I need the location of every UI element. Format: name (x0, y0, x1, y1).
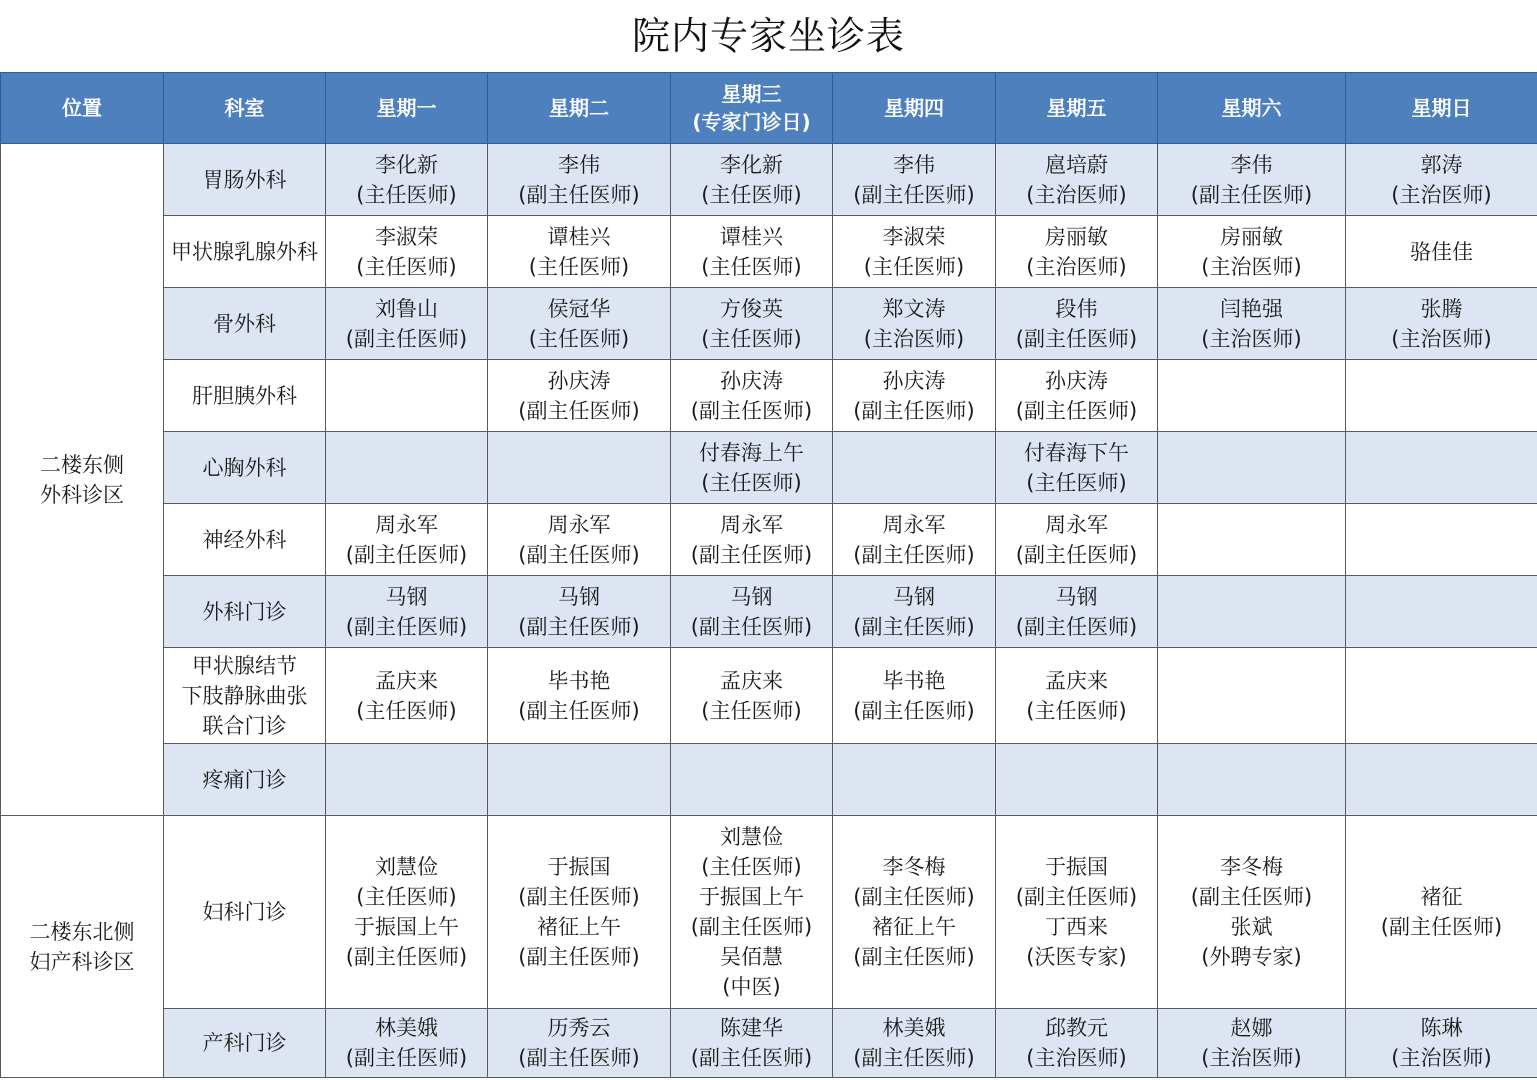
doctor-name: 马钢 (385, 584, 428, 609)
schedule-cell (671, 360, 833, 432)
schedule-cell (326, 288, 488, 360)
department-label: 疼痛门诊 (202, 767, 287, 792)
doctor-name: 李伟 (558, 152, 600, 177)
table-row (1, 648, 1537, 744)
doctor-name: 孟庆来 (1045, 668, 1108, 693)
schedule-cell (1158, 648, 1346, 744)
doctor-title: (主任医师) (1026, 698, 1127, 723)
schedule-cell (326, 216, 488, 288)
doctor-name: 马钢 (893, 584, 935, 609)
header-wednesday-note: (专家门诊日) (692, 110, 811, 134)
schedule-cell (1158, 288, 1346, 360)
doctor-title: (主任医师) (356, 254, 457, 279)
table-row (1, 360, 1537, 432)
header-friday: 星期五 (996, 73, 1158, 144)
schedule-cell (488, 360, 671, 432)
doctor-name: 赵娜 (1230, 1016, 1273, 1040)
doctor-title: (副主任医师) (853, 1046, 975, 1070)
doctor-title: (主治医师) (1391, 326, 1492, 351)
doctor-name: 孙庆涛 (720, 368, 783, 393)
doctor-title: (副主任医师) (345, 542, 468, 567)
doctor-name: 陈琳 (1420, 1016, 1463, 1040)
header-thursday: 星期四 (833, 73, 996, 144)
schedule-cell (996, 648, 1158, 744)
schedule-cell (833, 648, 996, 744)
schedule-cell (1346, 648, 1537, 744)
schedule-cell (1346, 816, 1537, 1009)
schedule-cell (671, 744, 833, 816)
doctor-name: 孟庆来 (375, 668, 438, 693)
doctor-name: 方俊英 (720, 296, 783, 321)
doctor-name: 郭涛 (1420, 152, 1463, 177)
schedule-cell (833, 144, 996, 216)
schedule-cell (996, 144, 1158, 216)
doctor-title: (主任医师) (356, 182, 457, 207)
doctor-name: 付春海下午 (1024, 440, 1129, 465)
doctor-title: (主任医师) (701, 254, 802, 279)
doctor-title: (主任医师) (863, 254, 965, 279)
schedule-cell (1158, 360, 1346, 432)
schedule-cell (488, 216, 671, 288)
page-title: 院内专家坐诊表 (631, 14, 905, 58)
doctor-name: 马钢 (730, 584, 773, 609)
schedule-cell (833, 216, 996, 288)
doctor-name: 周永军 (720, 512, 783, 537)
table-row (1, 576, 1537, 648)
schedule-table (0, 72, 1537, 1078)
doctor-name: 刘慧俭 (720, 825, 783, 849)
table-row (1, 1009, 1537, 1078)
header-wednesday (671, 73, 833, 144)
doctor-name: 刘慧俭 (375, 855, 438, 879)
schedule-cell (671, 816, 833, 1009)
schedule-cell (996, 216, 1158, 288)
doctor-title: (副主任医师) (690, 542, 813, 567)
department-label: 肝胆胰外科 (192, 383, 297, 408)
doctor-name: 李伟 (893, 152, 935, 177)
doctor-title: (主任医师) (701, 855, 802, 879)
schedule-cell (996, 432, 1158, 504)
schedule-cell (833, 1009, 996, 1078)
doctor-name: 马钢 (558, 584, 600, 609)
doctor-name: 林美娥 (882, 1016, 946, 1040)
doctor-title: (主任医师) (701, 470, 802, 495)
schedule-cell (1346, 744, 1537, 816)
doctor-name: 周永军 (375, 512, 438, 537)
table-row (1, 216, 1537, 288)
doctor-title: (主治医师) (1201, 326, 1302, 351)
header-department: 科室 (164, 73, 326, 144)
schedule-cell (326, 576, 488, 648)
department-label: 胃肠外科 (202, 167, 287, 192)
doctor-name: 李淑荣 (375, 224, 438, 249)
doctor-title: (主治医师) (1026, 1046, 1127, 1070)
department-cell (164, 816, 326, 1009)
location-cell (1, 144, 164, 816)
doctor-title: (副主任医师) (345, 614, 468, 639)
schedule-cell (326, 144, 488, 216)
doctor-name: 毕书艳 (547, 668, 611, 693)
schedule-cell (1158, 432, 1346, 504)
schedule-cell (996, 288, 1158, 360)
doctor-name: 侯冠华 (547, 296, 611, 321)
department-cell (164, 1009, 326, 1078)
department-label: 外科门诊 (202, 599, 287, 624)
doctor-title: (主任医师) (701, 326, 802, 351)
header-saturday: 星期六 (1158, 73, 1346, 144)
doctor-title: (主治医师) (1201, 254, 1302, 279)
department-cell (164, 432, 326, 504)
header-wednesday-day: 星期三 (721, 82, 782, 106)
doctor-title: (副主任医师) (853, 398, 975, 423)
doctor-title: (主治医师) (863, 326, 965, 351)
department-label: 甲状腺乳腺外科 (171, 239, 318, 264)
doctor-title: (副主任医师) (1015, 885, 1138, 909)
department-label: 甲状腺结节 (192, 653, 297, 678)
doctor-title: (副主任医师) (1380, 915, 1503, 939)
doctor-title: (主治医师) (1026, 182, 1127, 207)
doctor-title: (主任医师) (528, 326, 630, 351)
department-cell (164, 360, 326, 432)
schedule-cell (1158, 576, 1346, 648)
schedule-cell (671, 432, 833, 504)
schedule-cell (1346, 1009, 1537, 1078)
schedule-cell (833, 432, 996, 504)
schedule-cell (671, 216, 833, 288)
doctor-name: 丁西来 (1045, 915, 1108, 939)
schedule-cell (326, 432, 488, 504)
doctor-name: 扈培蔚 (1045, 152, 1108, 177)
doctor-name: 段伟 (1055, 296, 1098, 321)
doctor-title: (主任医师) (356, 698, 457, 723)
doctor-title: (副主任医师) (690, 915, 813, 939)
schedule-cell (326, 816, 488, 1009)
doctor-title: (副主任医师) (518, 542, 640, 567)
doctor-title: (副主任医师) (518, 945, 640, 969)
doctor-name: 孙庆涛 (882, 368, 946, 393)
schedule-cell (1158, 744, 1346, 816)
doctor-title: (副主任医师) (518, 1046, 640, 1070)
doctor-name: 周永军 (1045, 512, 1108, 537)
schedule-cell (1158, 504, 1346, 576)
doctor-name: 刘鲁山 (375, 296, 438, 321)
schedule-cell (671, 288, 833, 360)
doctor-title: (副主任医师) (518, 885, 640, 909)
doctor-name: 于振国上午 (699, 885, 804, 909)
department-cell (164, 504, 326, 576)
schedule-cell (1158, 1009, 1346, 1078)
header-tuesday: 星期二 (488, 73, 671, 144)
doctor-title: (副主任医师) (1015, 398, 1138, 423)
department-cell (164, 288, 326, 360)
doctor-title: (副主任医师) (345, 1046, 468, 1070)
schedule-cell (996, 576, 1158, 648)
location-cell (1, 816, 164, 1078)
doctor-title: (主治医师) (1026, 254, 1127, 279)
doctor-title: (副主任医师) (1190, 885, 1313, 909)
doctor-title: (副主任医师) (1015, 614, 1138, 639)
doctor-title: (主任医师) (356, 885, 457, 909)
doctor-title: (副主任医师) (345, 326, 468, 351)
table-row (1, 144, 1537, 216)
schedule-cell (488, 288, 671, 360)
doctor-name: 周永军 (547, 512, 611, 537)
doctor-title: (中医) (722, 975, 781, 999)
header-row (1, 73, 1537, 144)
doctor-name: 谭桂兴 (547, 224, 611, 249)
schedule-cell (488, 432, 671, 504)
location-label: 妇产科诊区 (29, 949, 135, 974)
department-label: 心胸外科 (202, 455, 287, 480)
schedule-cell (1158, 144, 1346, 216)
doctor-title: (副主任医师) (853, 182, 975, 207)
doctor-title: (副主任医师) (690, 1046, 813, 1070)
department-cell (164, 144, 326, 216)
doctor-title: (副主任医师) (690, 398, 813, 423)
schedule-cell (488, 816, 671, 1009)
schedule-cell (671, 648, 833, 744)
schedule-cell (488, 144, 671, 216)
schedule-cell (1346, 432, 1537, 504)
schedule-cell (833, 504, 996, 576)
doctor-title: (外聘专家) (1201, 945, 1302, 969)
doctor-title: (副主任医师) (853, 698, 975, 723)
schedule-cell (326, 360, 488, 432)
doctor-title: (副主任医师) (1015, 542, 1138, 567)
schedule-cell (833, 360, 996, 432)
schedule-cell (1158, 216, 1346, 288)
schedule-cell (488, 648, 671, 744)
schedule-cell (1346, 216, 1537, 288)
doctor-title: (主治医师) (1391, 182, 1492, 207)
schedule-cell (833, 744, 996, 816)
doctor-title: (主任医师) (528, 254, 630, 279)
table-row (1, 288, 1537, 360)
schedule-cell (1346, 576, 1537, 648)
doctor-name: 林美娥 (375, 1016, 438, 1040)
schedule-cell (1346, 144, 1537, 216)
doctor-name: 孟庆来 (720, 668, 783, 693)
table-row (1, 816, 1537, 1009)
schedule-cell (996, 360, 1158, 432)
schedule-cell (488, 1009, 671, 1078)
doctor-name: 历秀云 (547, 1016, 611, 1040)
doctor-title: (主任医师) (1026, 470, 1127, 495)
department-label: 下肢静脉曲张 (181, 683, 308, 708)
department-label: 神经外科 (202, 527, 287, 552)
table-row (1, 432, 1537, 504)
schedule-cell (996, 504, 1158, 576)
schedule-cell (488, 576, 671, 648)
location-label: 二楼东北侧 (29, 919, 135, 944)
schedule-cell (671, 1009, 833, 1078)
doctor-name: 于振国 (1045, 855, 1108, 879)
doctor-name: 张腾 (1420, 296, 1463, 321)
doctor-title: (副主任医师) (853, 614, 975, 639)
doctor-title: (沃医专家) (1026, 945, 1127, 969)
doctor-name: 马钢 (1055, 584, 1098, 609)
doctor-name: 周永军 (882, 512, 946, 537)
schedule-cell (326, 1009, 488, 1078)
location-label: 二楼东侧 (40, 452, 124, 477)
doctor-name: 李伟 (1230, 152, 1273, 177)
doctor-title: (副主任医师) (518, 698, 640, 723)
schedule-cell (671, 504, 833, 576)
doctor-title: (副主任医师) (853, 542, 975, 567)
doctor-title: (副主任医师) (345, 945, 468, 969)
doctor-title: (副主任医师) (853, 945, 975, 969)
doctor-name: 褚征上午 (537, 915, 621, 939)
doctor-name: 李淑荣 (882, 224, 946, 249)
doctor-title: (副主任医师) (853, 885, 975, 909)
doctor-title: (主任医师) (701, 182, 802, 207)
doctor-title: (副主任医师) (1015, 326, 1138, 351)
location-label: 外科诊区 (40, 482, 124, 507)
header-sunday: 星期日 (1346, 73, 1537, 144)
schedule-cell (1346, 288, 1537, 360)
doctor-name: 李化新 (375, 152, 438, 177)
doctor-name: 孙庆涛 (547, 368, 611, 393)
schedule-cell (488, 744, 671, 816)
doctor-name: 毕书艳 (882, 668, 946, 693)
department-cell (164, 648, 326, 744)
department-label: 联合门诊 (202, 713, 287, 738)
doctor-title: (副主任医师) (518, 398, 640, 423)
schedule-cell (833, 288, 996, 360)
department-label: 妇科门诊 (202, 900, 287, 924)
doctor-name: 骆佳佳 (1410, 239, 1473, 264)
doctor-title: (副主任医师) (1190, 182, 1313, 207)
doctor-name: 褚征上午 (872, 915, 956, 939)
department-label: 产科门诊 (202, 1031, 287, 1055)
doctor-title: (主任医师) (701, 698, 802, 723)
schedule-cell (833, 576, 996, 648)
schedule-cell (996, 816, 1158, 1009)
table-row (1, 504, 1537, 576)
table-row (1, 744, 1537, 816)
doctor-name: 孙庆涛 (1045, 368, 1108, 393)
header-location: 位置 (1, 73, 164, 144)
schedule-cell (1346, 360, 1537, 432)
doctor-name: 褚征 (1420, 885, 1463, 909)
schedule-cell (996, 744, 1158, 816)
doctor-name: 房丽敏 (1045, 224, 1108, 249)
doctor-name: 于振国上午 (354, 915, 459, 939)
doctor-name: 邱教元 (1045, 1016, 1108, 1040)
doctor-name: 吴佰慧 (720, 945, 783, 969)
doctor-name: 陈建华 (720, 1016, 783, 1040)
doctor-title: (主治医师) (1391, 1046, 1492, 1070)
department-cell (164, 216, 326, 288)
doctor-name: 张斌 (1230, 915, 1273, 939)
schedule-cell (326, 504, 488, 576)
schedule-cell (996, 1009, 1158, 1078)
doctor-title: (主治医师) (1201, 1046, 1302, 1070)
doctor-name: 李冬梅 (882, 855, 946, 879)
schedule-cell (1158, 816, 1346, 1009)
department-cell (164, 576, 326, 648)
doctor-name: 付春海上午 (699, 440, 804, 465)
department-label: 骨外科 (213, 311, 276, 336)
doctor-name: 于振国 (547, 855, 611, 879)
schedule-cell (326, 744, 488, 816)
doctor-name: 谭桂兴 (720, 224, 783, 249)
header-monday: 星期一 (326, 73, 488, 144)
schedule-cell (833, 816, 996, 1009)
schedule-cell (671, 576, 833, 648)
doctor-title: (副主任医师) (690, 614, 813, 639)
doctor-name: 闫艳强 (1220, 296, 1283, 321)
schedule-cell (326, 648, 488, 744)
doctor-name: 房丽敏 (1220, 224, 1283, 249)
schedule-cell (1346, 504, 1537, 576)
schedule-cell (488, 504, 671, 576)
doctor-title: (副主任医师) (518, 182, 640, 207)
doctor-title: (副主任医师) (518, 614, 640, 639)
doctor-name: 郑文涛 (882, 296, 946, 321)
doctor-name: 李化新 (720, 152, 783, 177)
schedule-cell (671, 144, 833, 216)
doctor-name: 李冬梅 (1220, 855, 1283, 879)
department-cell (164, 744, 326, 816)
